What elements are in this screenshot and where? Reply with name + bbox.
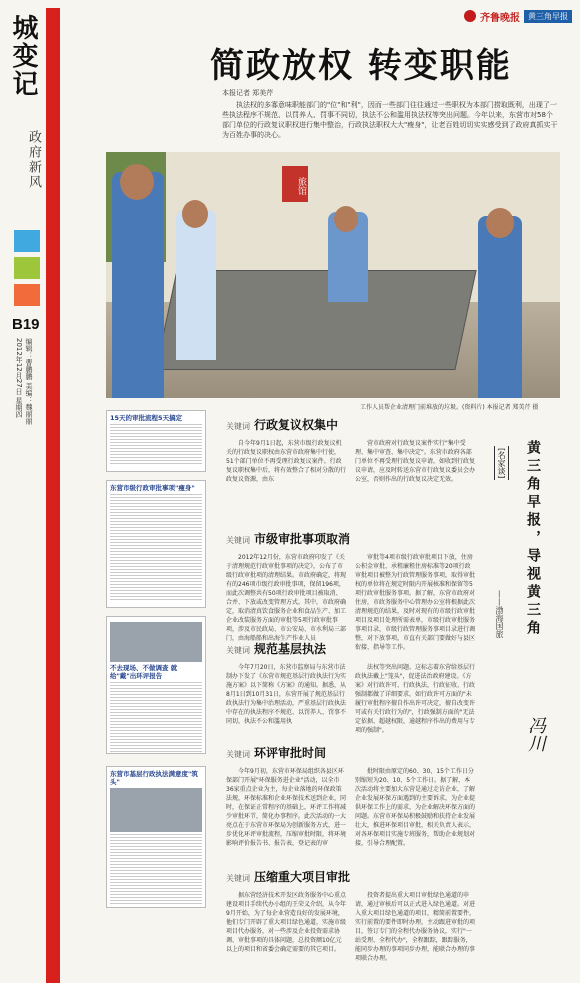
byline: 本报记者 郑美芹 <box>222 89 274 97</box>
signature: 冯川 <box>525 716 546 752</box>
section <box>226 530 476 652</box>
section-text: 投资者提出重大项目审批绿色通道的申请，通过审核后可以正式进入绿色通道。对进入重大项目绿色通道的项目，精简前置要件，实行前置的要件即时办理，主动跟进审批的项目，签订专门的全程代办服务协议，实行"一站受理、全程代办"，全程跟踪，跟踪服务，能同步办理的事项同步办理，能联合办理的事项联合办理。 <box>355 892 476 962</box>
blue-square <box>14 230 40 252</box>
photo-caption: 工作人员帮企业清理门前堆放的垃圾。(资料片) 本报记者 郑美芹 摄 <box>360 404 539 411</box>
dateline: 2012年12月27日 星期四 <box>15 338 23 418</box>
column-article-title: 黄三角早报，导视黄三角 <box>525 440 541 638</box>
thumbnail[interactable] <box>106 766 206 908</box>
section <box>226 416 476 484</box>
section-keyword: 关键词 <box>226 646 250 655</box>
section <box>226 744 476 848</box>
section-keyword: 关键词 <box>226 422 250 431</box>
section-keyword: 关键词 <box>226 536 250 545</box>
thumbnail[interactable] <box>106 480 206 608</box>
thumbnail-image <box>110 622 202 662</box>
green-square <box>14 257 40 279</box>
brand-name: 齐鲁晚报 <box>480 12 520 24</box>
headline: 简政放权 转变职能 <box>210 46 512 86</box>
column-title: 城变记 <box>8 14 38 98</box>
lead-paragraph: 执法权的多寡意味职能部门的"位"和"利"，因而一些部门往往通过一些职权为本部门捞取既利，出现了一些执法程序不规范、以罚养人、罚事不同切，执法不公和滥用执法权等突出问题。今年以来，东营市对58个部门单位的行政复议职权进行集中整治，行政执法职权大大"瘦身"，让老百姓切切实实感受到了政府真抓实干为百姓办事的决心。 <box>222 101 558 139</box>
photo-person <box>176 210 216 360</box>
section-title: 环评审批时间 <box>254 746 327 760</box>
thumbnail-image <box>110 788 202 832</box>
thumbnail[interactable] <box>106 410 206 472</box>
section-text: 营市政府对行政复议案件实行"集中受理、集中审查、集中决定"。东营市政府各部门单位不再受理行政复议申请，如收到行政复议申请，应及时转送东营市行政复议委员会办公室，否则作出的行政复议决定无效。 <box>355 440 476 483</box>
section-text: 据东营经济技术开发区政务服务中心重点建设项目手续代办小组的王荣义介绍，从今年9月开始，为了每企业营造良好的发展环境，他们专门开辟了重大项目绿色通道，实施市级项目代办服务，对一些涉及企业投资需求协调、审批事项的具体问题，总投资额10亿元以上的项目和省委会确定需要的其它项目。 <box>226 892 347 953</box>
editors: 编辑：曹鹏鹏 美编：魏丽丽 <box>25 338 33 425</box>
photo-person <box>478 216 522 398</box>
section-text: 自今年9月1日起，东营市级行政复议机关的行政复议职权由东营市政府集中行使，51个部门单位不再受理行政复议案件。行政复议职权集中后，将有效整合了相对分散的行政复议资源，由东 <box>226 440 347 483</box>
section-keyword: 关键词 <box>226 750 250 759</box>
main-photo <box>106 152 560 398</box>
section-text: 法权等突出问题。这标志着东营给基层行政执法戴上"笼头"，促进法治政府建设。《方案》对行政许可、行政执法，行政征收、行政强制都做了详细要求，如行政许可方面的"未履行审批程序擅自作出许可决定，擅自改变许可或有关行政行为的"，行政强制方面的"无法定依据、超越权限，逾越程序作出的费用与专项的强制"。 <box>355 664 476 734</box>
section-text: 2012年12月份，东营市政府印发了《关于清理规范行政审批事项的决定》，公布了市级行政审批项的清理结果。市政府确定，将现有的246项市级行政审批事项，保留196项，而此次调整共有50项行政审批项目被取消、合并、下放或改变管理方式。其中，市政府确定，取消清真饮食服务企业和食品生产、加工企业改装服务方面的审批等5项行政审批事项，涉及市民政局、市公安局、市水利局三部门，由海船船和出海生产作业人员 <box>226 554 347 642</box>
photo-head <box>182 200 208 228</box>
thumbnail-title: 东营市基层行政执法满意度"筑头" <box>110 770 198 786</box>
thumbnail-text <box>110 682 202 752</box>
thumbnail-text <box>110 424 202 464</box>
thumbnail-text <box>110 494 202 600</box>
section <box>226 868 476 963</box>
brand-header <box>464 8 572 24</box>
photo-head <box>334 206 358 232</box>
section <box>226 640 476 735</box>
photo-person <box>112 172 164 398</box>
column-subtitle: 政府新风 <box>26 130 41 190</box>
column-author: ——渤海国旅 <box>495 590 504 638</box>
section-title: 压缩重大项目审批 <box>254 870 351 884</box>
photo-head <box>486 208 514 238</box>
thumbnail[interactable] <box>106 616 206 754</box>
section-title: 市级审批事项取消 <box>254 532 351 546</box>
thumbnail-text <box>110 834 202 904</box>
photo-sign: 旅馆 <box>282 166 308 202</box>
section-title: 行政复议权集中 <box>254 418 339 432</box>
section-keyword: 关键词 <box>226 874 250 883</box>
brand-tag: 黄三角早报 <box>524 10 572 23</box>
page-number: B19 <box>12 316 40 333</box>
thumbnail-title: 东营市级行政审批事项"瘦身" <box>110 484 195 492</box>
column-label: [名家谈] <box>494 446 509 480</box>
section-text: 批时限由原定的60、30、15个工作日分别缩短为20、10、5个工作日。据了解，本次活动将主要加大东营是通过走访企业，了解企业发展环保方面遇到的主要诉求，为企业提供环保工作上的需求，为企业解决环保方面的问题。东营市环保局积极鼓励和扶持企业发展壮大，推进环保项目审批，相关负责人表示，对各环保项目实施专班服务，帮助企业规划对接，引导合理配置。 <box>355 768 476 847</box>
section-text: 今年7月20日，东营市监察局与东营市法制办下发了《东营市规范基层行政执法行为实施方案》以下简称《方案》的通知。据悉，从8月1日到10月31日，东营开展了规范基层行政执法行为集中治理活动，严重基层行政执法中存在的执法程序不规范、以罚养人、罚事不同切，执法不公和滥用执 <box>226 664 347 725</box>
thumbnail-title: 15天的审批流程5天搞定 <box>110 414 183 422</box>
photo-head <box>120 164 154 200</box>
thumbnail-title: 不去现场、不做调查 就给"戴"出环评报告 <box>110 664 178 680</box>
section-title: 规范基层执法 <box>254 642 327 656</box>
red-accent-bar <box>46 8 60 983</box>
brand-logo-icon <box>464 10 476 22</box>
section-text: 今年9月初，东营市环保局组织各县区环保部门开展"环保服务进企业"活动，以全市36家重点企业为主，每企业落地的环保政策法规，环保标准和企业环保技术送到企业，同时，在保证正常程序的基础上，环评工作将减少审批环节，简化办事程序。此次活动的一大亮点在于东营市环保局为创新服务方式，进一步优化环评审批流程，压缩审批时限，将环境影响评价报告书、报告表，登记表的审 <box>226 768 347 847</box>
section-text: 审批等4项市级行政审批项目下放，住房公积金审批、承租廉租住房标准等20项行政审批项目被整为行政管理服务事项，取得审批权的单位将在规定时限内开展核准和保留等5项行政审批服务事项。据了解，东营市政府对住房，市政务服务中心管理办公室将根据此次清理规范的结果，及时对现有的市级行政审批项目及项目处理所需表单，市级行政审批服务事项目录，市级行政管理服务事项目录进行调整，对下放事项，市直有关部门要做好与县区衔接、指导等工作。 <box>355 554 476 651</box>
orange-square <box>14 284 40 306</box>
